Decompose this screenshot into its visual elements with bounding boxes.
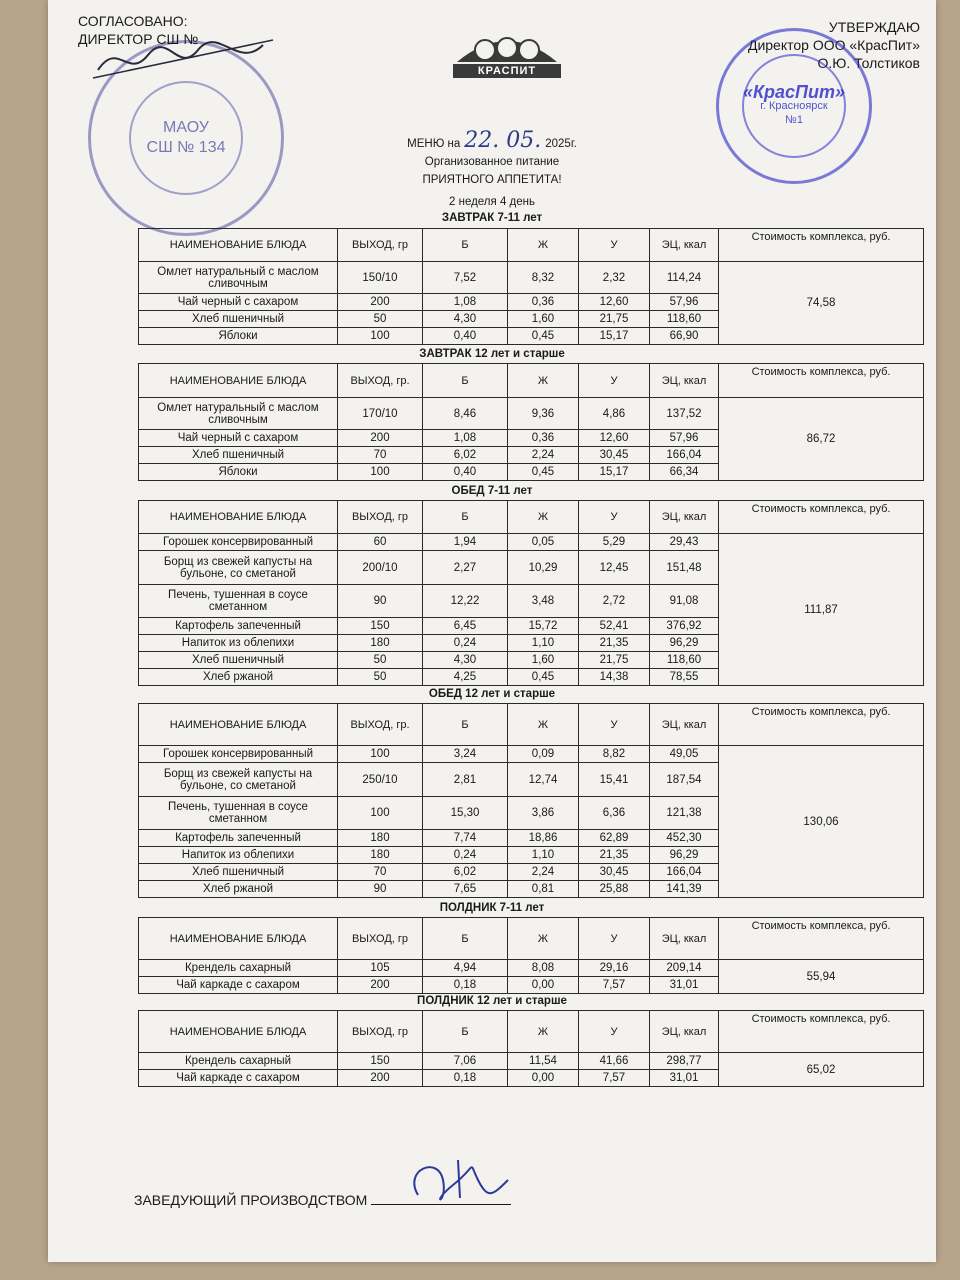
menu-sheet — [48, 0, 936, 1262]
column-header-b: Б — [423, 918, 508, 960]
dish-fat: 18,86 — [508, 830, 579, 847]
dish-fat: 2,24 — [508, 447, 579, 464]
column-header-out: ВЫХОД, гр — [338, 1011, 423, 1053]
director-school-label: ДИРЕКТОР СШ № — [78, 31, 199, 47]
dish-fat: 0,36 — [508, 294, 579, 311]
dish-output: 180 — [338, 847, 423, 864]
dish-carbs: 30,45 — [579, 864, 650, 881]
dish-name: Напиток из облепихи — [139, 635, 338, 652]
column-header-name: НАИМЕНОВАНИЕ БЛЮДА — [139, 918, 338, 960]
dish-kcal: 209,14 — [650, 960, 719, 977]
column-header-b: Б — [423, 229, 508, 262]
table-row — [139, 1053, 924, 1070]
logo-text: КРАСПИТ — [453, 64, 561, 78]
set-cost: 111,87 — [719, 534, 924, 686]
dish-output: 50 — [338, 652, 423, 669]
table-row — [139, 534, 924, 551]
dish-fat: 0,45 — [508, 464, 579, 481]
set-cost: 86,72 — [719, 398, 924, 481]
director-name: О.Ю. Толстиков — [817, 55, 920, 71]
agreed-label: СОГЛАСОВАНО: — [78, 13, 188, 29]
dish-fat: 3,86 — [508, 797, 579, 830]
section-title: ПОЛДНИК 7-11 лет — [439, 902, 545, 914]
dish-protein: 7,74 — [423, 830, 508, 847]
dish-output: 180 — [338, 830, 423, 847]
dish-output: 200 — [338, 977, 423, 994]
dish-protein: 12,22 — [423, 585, 508, 618]
dish-fat: 1,10 — [508, 847, 579, 864]
column-header-j: Ж — [508, 501, 579, 534]
menu-prefix: МЕНЮ на — [407, 138, 461, 150]
column-header-j: Ж — [508, 364, 579, 398]
dish-protein: 0,40 — [423, 464, 508, 481]
dish-output: 90 — [338, 585, 423, 618]
table-row — [139, 398, 924, 430]
dish-carbs: 12,60 — [579, 294, 650, 311]
dish-output: 200 — [338, 294, 423, 311]
dish-kcal: 114,24 — [650, 262, 719, 294]
dish-fat: 0,36 — [508, 430, 579, 447]
set-cost: 55,94 — [719, 960, 924, 994]
dish-fat: 3,48 — [508, 585, 579, 618]
dish-kcal: 96,29 — [650, 847, 719, 864]
dish-carbs: 21,75 — [579, 311, 650, 328]
table-header-row — [139, 704, 924, 746]
dish-kcal: 91,08 — [650, 585, 719, 618]
dish-output: 150 — [338, 618, 423, 635]
column-header-cost: Стоимость комплекса, руб. — [719, 1011, 924, 1053]
dish-output: 250/10 — [338, 763, 423, 797]
dish-carbs: 62,89 — [579, 830, 650, 847]
column-header-name: НАИМЕНОВАНИЕ БЛЮДА — [139, 704, 338, 746]
dish-protein: 0,18 — [423, 977, 508, 994]
company-stamp-text-2: г. Красноярск — [760, 100, 828, 112]
column-header-b: Б — [423, 1011, 508, 1053]
dish-fat: 1,60 — [508, 652, 579, 669]
menu-date: 22. 05. — [464, 128, 542, 153]
dish-protein: 6,02 — [423, 447, 508, 464]
dish-fat: 1,10 — [508, 635, 579, 652]
column-header-cost: Стоимость комплекса, руб. — [719, 501, 924, 534]
column-header-name: НАИМЕНОВАНИЕ БЛЮДА — [139, 364, 338, 398]
dish-output: 170/10 — [338, 398, 423, 430]
dish-output: 180 — [338, 635, 423, 652]
dish-kcal: 57,96 — [650, 294, 719, 311]
dish-output: 100 — [338, 464, 423, 481]
dish-protein: 3,24 — [423, 746, 508, 763]
menu-line-3: ПРИЯТНОГО АППЕТИТА! — [422, 174, 562, 186]
dish-name: Чай черный с сахаром — [139, 430, 338, 447]
dish-carbs: 15,17 — [579, 464, 650, 481]
column-header-j: Ж — [508, 918, 579, 960]
set-cost: 65,02 — [719, 1053, 924, 1087]
dish-fat: 0,81 — [508, 881, 579, 898]
dish-kcal: 151,48 — [650, 551, 719, 585]
dish-name: Крендель сахарный — [139, 1053, 338, 1070]
dish-output: 100 — [338, 328, 423, 345]
dish-name: Омлет натуральный с маслом сливочным — [139, 398, 338, 430]
dish-name: Омлет натуральный с маслом сливочным — [139, 262, 338, 294]
dish-output: 50 — [338, 311, 423, 328]
column-header-e: ЭЦ, ккал — [650, 918, 719, 960]
dish-output: 100 — [338, 797, 423, 830]
dish-kcal: 31,01 — [650, 977, 719, 994]
column-header-u: У — [579, 1011, 650, 1053]
dish-name: Печень, тушенная в соусе сметанном — [139, 585, 338, 618]
dish-kcal: 66,34 — [650, 464, 719, 481]
column-header-e: ЭЦ, ккал — [650, 501, 719, 534]
dish-output: 200 — [338, 1070, 423, 1087]
dish-protein: 6,45 — [423, 618, 508, 635]
dish-name: Хлеб ржаной — [139, 881, 338, 898]
table-row — [139, 262, 924, 294]
dish-kcal: 78,55 — [650, 669, 719, 686]
dish-carbs: 21,75 — [579, 652, 650, 669]
dish-output: 200 — [338, 430, 423, 447]
dish-name: Печень, тушенная в соусе сметанном — [139, 797, 338, 830]
column-header-u: У — [579, 501, 650, 534]
dish-protein: 4,94 — [423, 960, 508, 977]
table-header-row — [139, 501, 924, 534]
column-header-out: ВЫХОД, гр. — [338, 364, 423, 398]
column-header-e: ЭЦ, ккал — [650, 364, 719, 398]
dish-output: 200/10 — [338, 551, 423, 585]
dish-carbs: 41,66 — [579, 1053, 650, 1070]
dish-protein: 2,81 — [423, 763, 508, 797]
dish-carbs: 15,17 — [579, 328, 650, 345]
dish-protein: 1,94 — [423, 534, 508, 551]
approve-label: УТВЕРЖДАЮ — [828, 19, 920, 35]
dish-kcal: 31,01 — [650, 1070, 719, 1087]
dish-name: Хлеб ржаной — [139, 669, 338, 686]
dish-name: Яблоки — [139, 464, 338, 481]
dish-carbs: 14,38 — [579, 669, 650, 686]
section-title: ПОЛДНИК 12 лет и старше — [417, 995, 567, 1007]
company-stamp-text-1: «КрасПит» — [742, 82, 846, 102]
dish-protein: 4,30 — [423, 652, 508, 669]
dish-fat: 0,00 — [508, 977, 579, 994]
menu-date-line — [48, 128, 936, 153]
director-company-label: Директор ООО «КрасПит» — [747, 37, 920, 53]
dish-name: Напиток из облепихи — [139, 847, 338, 864]
dish-fat: 0,45 — [508, 669, 579, 686]
column-header-cost: Стоимость комплекса, руб. — [719, 364, 924, 398]
dish-protein: 6,02 — [423, 864, 508, 881]
dish-output: 90 — [338, 881, 423, 898]
dish-name: Яблоки — [139, 328, 338, 345]
dish-name: Хлеб пшеничный — [139, 311, 338, 328]
column-header-u: У — [579, 364, 650, 398]
dish-kcal: 187,54 — [650, 763, 719, 797]
dish-name: Горошек консервированный — [139, 534, 338, 551]
menu-table — [138, 1010, 924, 1087]
dish-carbs: 12,45 — [579, 551, 650, 585]
school-stamp-text-2: СШ № 134 — [146, 139, 226, 156]
column-header-cost: Стоимость комплекса, руб. — [719, 229, 924, 262]
dish-kcal: 49,05 — [650, 746, 719, 763]
dish-carbs: 21,35 — [579, 635, 650, 652]
section-title: ОБЕД 7-11 лет — [451, 485, 533, 497]
section-title: ОБЕД 12 лет и старше — [428, 688, 556, 700]
dish-kcal: 121,38 — [650, 797, 719, 830]
dish-kcal: 118,60 — [650, 311, 719, 328]
column-header-out: ВЫХОД, гр — [338, 918, 423, 960]
dish-output: 150 — [338, 1053, 423, 1070]
dish-fat: 12,74 — [508, 763, 579, 797]
table-header-row — [139, 918, 924, 960]
column-header-u: У — [579, 229, 650, 262]
dish-protein: 4,25 — [423, 669, 508, 686]
column-header-j: Ж — [508, 229, 579, 262]
dish-carbs: 5,29 — [579, 534, 650, 551]
dish-protein: 15,30 — [423, 797, 508, 830]
dish-kcal: 166,04 — [650, 447, 719, 464]
dish-kcal: 452,30 — [650, 830, 719, 847]
dish-fat: 0,09 — [508, 746, 579, 763]
menu-table — [138, 917, 924, 994]
dish-output: 100 — [338, 746, 423, 763]
dish-fat: 0,45 — [508, 328, 579, 345]
column-header-b: Б — [423, 501, 508, 534]
column-header-cost: Стоимость комплекса, руб. — [719, 918, 924, 960]
dish-kcal: 376,92 — [650, 618, 719, 635]
dish-fat: 11,54 — [508, 1053, 579, 1070]
dish-name: Хлеб пшеничный — [139, 447, 338, 464]
column-header-name: НАИМЕНОВАНИЕ БЛЮДА — [139, 501, 338, 534]
dish-carbs: 7,57 — [579, 1070, 650, 1087]
dish-fat: 0,00 — [508, 1070, 579, 1087]
dish-fat: 9,36 — [508, 398, 579, 430]
set-cost: 130,06 — [719, 746, 924, 898]
dish-name: Борщ из свежей капусты на бульоне, со сметаной — [139, 763, 338, 797]
table-header-row — [139, 364, 924, 398]
dish-fat: 0,05 — [508, 534, 579, 551]
table-row — [139, 746, 924, 763]
production-manager-label: ЗАВЕДУЮЩИЙ ПРОИЗВОДСТВОМ — [134, 1192, 368, 1208]
dish-protein: 0,40 — [423, 328, 508, 345]
dish-kcal: 137,52 — [650, 398, 719, 430]
dish-protein: 1,08 — [423, 294, 508, 311]
column-header-cost: Стоимость комплекса, руб. — [719, 704, 924, 746]
dish-protein: 2,27 — [423, 551, 508, 585]
dish-protein: 0,24 — [423, 847, 508, 864]
school-stamp-text-1: МАОУ — [163, 119, 209, 136]
dish-output: 50 — [338, 669, 423, 686]
dish-kcal: 57,96 — [650, 430, 719, 447]
week-day: 2 неделя 4 день — [449, 196, 535, 208]
dish-protein: 4,30 — [423, 311, 508, 328]
dish-carbs: 8,82 — [579, 746, 650, 763]
company-stamp-text-3: №1 — [785, 114, 803, 126]
section-title: ЗАВТРАК 7-11 лет — [441, 212, 543, 224]
dish-fat: 1,60 — [508, 311, 579, 328]
dish-kcal: 166,04 — [650, 864, 719, 881]
column-header-e: ЭЦ, ккал — [650, 1011, 719, 1053]
column-header-j: Ж — [508, 1011, 579, 1053]
dish-name: Чай черный с сахаром — [139, 294, 338, 311]
dish-protein: 7,65 — [423, 881, 508, 898]
dish-name: Картофель запеченный — [139, 830, 338, 847]
column-header-name: НАИМЕНОВАНИЕ БЛЮДА — [139, 229, 338, 262]
dish-carbs: 30,45 — [579, 447, 650, 464]
table-header-row — [139, 1011, 924, 1053]
dish-carbs: 21,35 — [579, 847, 650, 864]
dish-carbs: 25,88 — [579, 881, 650, 898]
dish-kcal: 29,43 — [650, 534, 719, 551]
column-header-out: ВЫХОД, гр — [338, 501, 423, 534]
dish-protein: 7,52 — [423, 262, 508, 294]
dish-carbs: 2,32 — [579, 262, 650, 294]
dish-kcal: 66,90 — [650, 328, 719, 345]
menu-table — [138, 500, 924, 686]
menu-table — [138, 363, 924, 481]
dish-carbs: 2,72 — [579, 585, 650, 618]
dish-name: Чай каркаде с сахаром — [139, 1070, 338, 1087]
dish-name: Чай каркаде с сахаром — [139, 977, 338, 994]
dish-carbs: 15,41 — [579, 763, 650, 797]
director-signature-icon — [88, 30, 278, 90]
dish-protein: 7,06 — [423, 1053, 508, 1070]
dish-protein: 0,18 — [423, 1070, 508, 1087]
dish-name: Хлеб пшеничный — [139, 864, 338, 881]
dish-carbs: 29,16 — [579, 960, 650, 977]
menu-table — [138, 703, 924, 898]
dish-fat: 10,29 — [508, 551, 579, 585]
dish-protein: 1,08 — [423, 430, 508, 447]
table-header-row — [139, 229, 924, 262]
dish-carbs: 6,36 — [579, 797, 650, 830]
dish-name: Горошек консервированный — [139, 746, 338, 763]
dish-name: Картофель запеченный — [139, 618, 338, 635]
menu-table — [138, 228, 924, 345]
dish-carbs: 7,57 — [579, 977, 650, 994]
section-title: ЗАВТРАК 12 лет и старше — [419, 348, 565, 360]
column-header-b: Б — [423, 364, 508, 398]
dish-fat: 8,08 — [508, 960, 579, 977]
dish-output: 150/10 — [338, 262, 423, 294]
dish-carbs: 52,41 — [579, 618, 650, 635]
column-header-out: ВЫХОД, гр — [338, 229, 423, 262]
dish-name: Крендель сахарный — [139, 960, 338, 977]
dish-kcal: 118,60 — [650, 652, 719, 669]
dish-name: Хлеб пшеничный — [139, 652, 338, 669]
dish-name: Борщ из свежей капусты на бульоне, со сметаной — [139, 551, 338, 585]
menu-line-2: Организованное питание — [424, 156, 560, 168]
dish-output: 70 — [338, 447, 423, 464]
dish-fat: 8,32 — [508, 262, 579, 294]
column-header-u: У — [579, 918, 650, 960]
dish-output: 60 — [338, 534, 423, 551]
column-header-u: У — [579, 704, 650, 746]
dish-fat: 2,24 — [508, 864, 579, 881]
dish-kcal: 141,39 — [650, 881, 719, 898]
manager-signature-icon — [398, 1150, 518, 1210]
dish-kcal: 96,29 — [650, 635, 719, 652]
dish-protein: 0,24 — [423, 635, 508, 652]
column-header-e: ЭЦ, ккал — [650, 229, 719, 262]
column-header-b: Б — [423, 704, 508, 746]
dish-carbs: 12,60 — [579, 430, 650, 447]
table-row — [139, 960, 924, 977]
dish-output: 70 — [338, 864, 423, 881]
column-header-name: НАИМЕНОВАНИЕ БЛЮДА — [139, 1011, 338, 1053]
dish-output: 105 — [338, 960, 423, 977]
dish-protein: 8,46 — [423, 398, 508, 430]
set-cost: 74,58 — [719, 262, 924, 345]
menu-year: 2025г. — [545, 138, 577, 150]
dish-carbs: 4,86 — [579, 398, 650, 430]
column-header-j: Ж — [508, 704, 579, 746]
column-header-e: ЭЦ, ккал — [650, 704, 719, 746]
dish-kcal: 298,77 — [650, 1053, 719, 1070]
dish-fat: 15,72 — [508, 618, 579, 635]
column-header-out: ВЫХОД, гр. — [338, 704, 423, 746]
